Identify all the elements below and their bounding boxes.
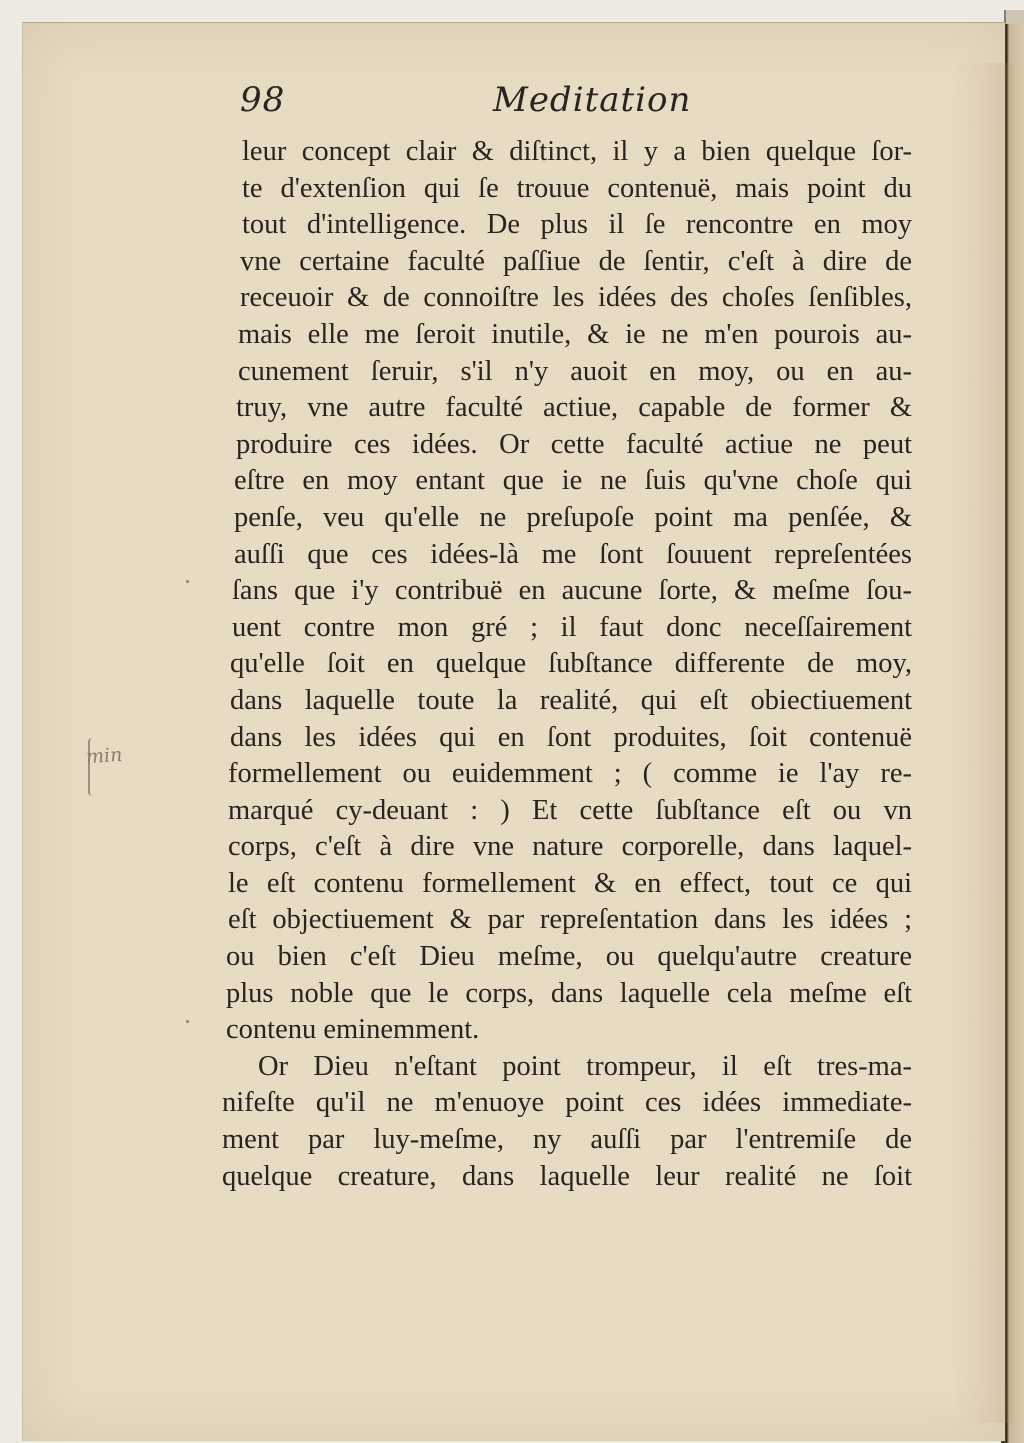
body-text <box>222 134 926 1195</box>
text-line: nifeſte qu'il ne m'enuoye point ces idées immediate- <box>222 1087 912 1119</box>
text-line: eſtre en moy entant que ie ne ſuis qu'vne choſe qui <box>234 465 912 497</box>
text-line: leur concept clair & diſtinct, il y a bien quelque ſor- <box>242 136 912 167</box>
text-line: ment par luy-meſme, ny auſſi par l'entremiſe de <box>222 1124 912 1156</box>
text-line: dans les idées qui en ſont produites, ſoit contenuë <box>230 721 912 753</box>
text-line: le eſt contenu formellement & en effect, tout ce qui <box>228 867 912 899</box>
text-line: vne certaine faculté paſſiue de ſentir, c'eſt à dire de <box>240 245 912 277</box>
text-line: uent contre mon gré ; il faut donc neceſſairement <box>232 611 912 643</box>
text-line: corps, c'eſt à dire vne nature corporelle, dans laquel- <box>228 831 912 863</box>
text-line: tout d'intelligence. De plus il ſe rencontre en moy <box>242 209 912 241</box>
text-line: quelque creature, dans laquelle leur realité ne ſoit <box>222 1160 912 1192</box>
text-line: plus noble que le corps, dans laquelle cela meſme eſt <box>226 977 912 1009</box>
text-line: formellement ou euidemment ; ( comme ie l'ay re- <box>228 758 912 790</box>
text-line: ſans que i'y contribuë en aucune ſorte, & meſme ſou- <box>232 575 912 607</box>
text-line: dans laquelle toute la realité, qui eſt obiectiuement <box>230 684 912 716</box>
text-line: contenu eminemment. <box>226 1014 480 1046</box>
margin-mark <box>186 1020 189 1023</box>
text-line: eſt objectiuement & par repreſentation dans les idées ; <box>228 904 912 936</box>
text-line: penſe, veu qu'elle ne preſupoſe point ma penſée, & <box>234 501 912 533</box>
running-title: Meditation <box>493 80 692 120</box>
text-line: auſſi que ces idées-là me ſont ſouuent repreſentées <box>234 538 912 570</box>
text-line: mais elle me ſeroit inutile, & ie ne m'en pourois au- <box>238 318 912 350</box>
text-line: ou bien c'eſt Dieu meſme, ou quelqu'autre creature <box>226 941 912 973</box>
text-line: marqué cy-deuant : ) Et cette ſubſtance eſt ou vn <box>228 794 912 826</box>
paragraph-start-line: Or Dieu n'eſtant point trompeur, il eſt tres-ma- <box>258 1050 912 1082</box>
text-line: receuoir & de connoiſtre les idées des choſes ſenſibles, <box>240 282 912 314</box>
text-line: te d'extenſion qui ſe trouue contenuë, mais point du <box>242 172 912 204</box>
margin-mark <box>186 580 189 583</box>
page-number: 98 <box>240 80 286 120</box>
text-line: truy, vne autre faculté actiue, capable de former & <box>236 392 912 424</box>
page-stain <box>953 63 1013 1423</box>
text-line: qu'elle ſoit en quelque ſubſtance differente de moy, <box>230 648 912 680</box>
text-line: produire ces idées. Or cette faculté actiue ne peut <box>236 428 912 460</box>
text-line: cunement ſeruir, s'il n'y auoit en moy, ou en au- <box>238 355 912 387</box>
margin-annotation: min <box>85 743 124 769</box>
